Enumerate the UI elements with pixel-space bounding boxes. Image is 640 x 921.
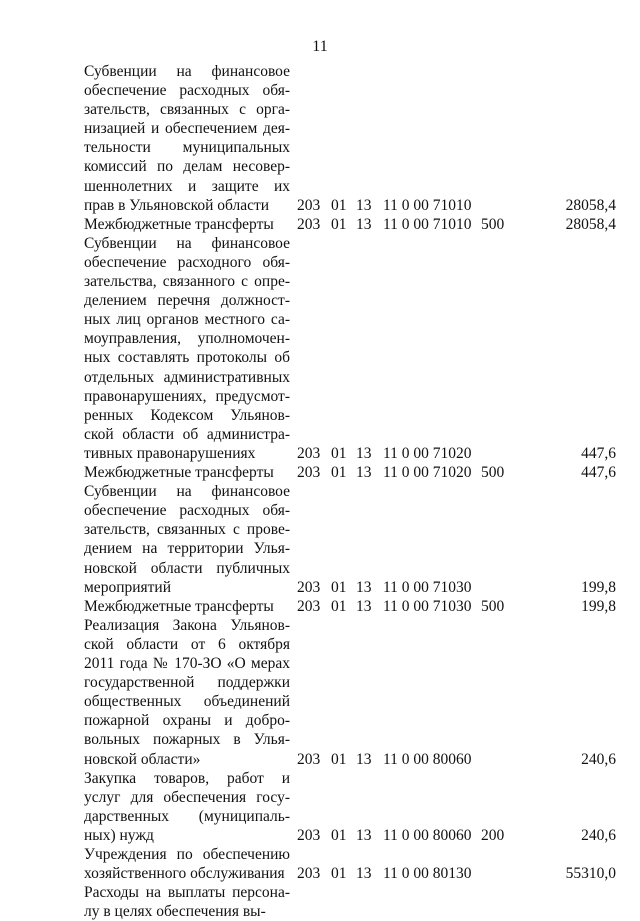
description-line: тивных правонарушениях: [84, 444, 256, 462]
subsection-code: 13: [356, 215, 372, 233]
grbs-code: 203: [297, 464, 321, 482]
description-line: общественных объединений: [84, 693, 290, 711]
expense-type-code: 500: [481, 215, 505, 233]
description-line: вольных пожарных в Улья-: [84, 731, 290, 749]
amount-value: 55310,0: [565, 865, 616, 883]
table-row: [0, 769, 640, 845]
section-code: 01: [331, 196, 347, 214]
table-row: [0, 463, 640, 482]
grbs-code: 203: [297, 444, 321, 462]
description-line: правонарушениях, предусмот-: [84, 387, 290, 405]
row-description: [84, 845, 290, 883]
description-line: отдельных административных: [84, 368, 290, 386]
expense-type-code: 500: [481, 464, 505, 482]
description-line: новской области публичных: [84, 559, 290, 577]
description-line: ных лиц органов местного са-: [84, 311, 290, 329]
amount-value: 199,8: [581, 578, 616, 596]
description-line: зательств, связанных с прове-: [84, 521, 290, 539]
amount-value: 199,8: [581, 597, 616, 615]
description-line: моуправления, уполномочен-: [84, 330, 290, 348]
description-line: новской области»: [84, 750, 201, 768]
description-line: Субвенции на финансовое: [84, 63, 290, 80]
amount-value: 28058,4: [565, 215, 616, 233]
target-article-code: 11 0 00 71020: [383, 464, 472, 482]
grbs-code: 203: [297, 578, 321, 596]
subsection-code: 13: [356, 578, 372, 596]
section-code: 01: [331, 215, 347, 233]
description-line: прав в Ульяновской области: [84, 196, 270, 214]
description-line: шеннолетних и защите их: [84, 177, 290, 195]
target-article-code: 11 0 00 80130: [383, 865, 472, 883]
section-code: 01: [331, 464, 347, 482]
table-row: [0, 845, 640, 883]
row-description: [84, 215, 290, 234]
table-row: [0, 616, 640, 769]
subsection-code: 13: [356, 750, 372, 768]
description-line: низацией и обеспечением дея-: [84, 120, 290, 138]
description-line: Субвенции на финансовое: [84, 234, 290, 252]
table-row: [0, 215, 640, 234]
row-description: [84, 616, 290, 769]
amount-value: 240,6: [581, 826, 616, 844]
description-line: пожарной охраны и добро-: [84, 712, 290, 730]
subsection-code: 13: [356, 826, 372, 844]
description-line: мероприятий: [84, 578, 172, 596]
description-line: Межбюджетные трансферты: [84, 597, 274, 615]
description-line: ных) нужд: [84, 826, 154, 844]
row-description: [84, 883, 290, 921]
table-row: [0, 883, 640, 921]
grbs-code: 203: [297, 215, 321, 233]
description-line: дарственных (муниципаль-: [84, 807, 290, 825]
description-line: делением перечня должност-: [84, 292, 290, 310]
description-line: хозяйственного обслуживания: [84, 865, 285, 883]
description-line: зательств, связанных с орга-: [84, 101, 290, 119]
amount-value: 28058,4: [565, 196, 616, 214]
grbs-code: 203: [297, 196, 321, 214]
description-line: услуг для обеспечения госу-: [84, 788, 290, 806]
subsection-code: 13: [356, 865, 372, 883]
description-line: Учреждения по обеспечению: [84, 846, 290, 864]
row-description: [84, 62, 290, 215]
description-line: обеспечение расходных обя-: [84, 82, 290, 100]
target-article-code: 11 0 00 80060: [383, 750, 472, 768]
target-article-code: 11 0 00 71010: [383, 215, 472, 233]
description-line: ренных Кодексом Ульянов-: [84, 406, 290, 424]
section-code: 01: [331, 578, 347, 596]
description-line: ской области об администра-: [84, 425, 290, 443]
description-line: Расходы на выплаты персона-: [84, 884, 290, 902]
grbs-code: 203: [297, 826, 321, 844]
page-number: 11: [312, 38, 328, 55]
subsection-code: 13: [356, 597, 372, 615]
description-line: ской области от 6 октября: [84, 635, 290, 653]
row-description: [84, 769, 290, 845]
description-line: комиссий по делам несовер-: [84, 158, 290, 176]
section-code: 01: [331, 444, 347, 462]
target-article-code: 11 0 00 71020: [383, 444, 472, 462]
description-line: Закупка товаров, работ и: [84, 769, 290, 787]
description-line: государственной поддержки: [84, 674, 290, 692]
table-row: [0, 234, 640, 463]
target-article-code: 11 0 00 71030: [383, 597, 472, 615]
description-line: Реализация Закона Ульянов-: [84, 616, 290, 634]
row-description: [84, 234, 290, 463]
target-article-code: 11 0 00 71030: [383, 578, 472, 596]
description-line: Субвенции на финансовое: [84, 483, 290, 501]
grbs-code: 203: [297, 750, 321, 768]
amount-value: 240,6: [581, 750, 616, 768]
description-line: Межбюджетные трансферты: [84, 215, 274, 233]
description-line: Межбюджетные трансферты: [84, 464, 274, 482]
target-article-code: 11 0 00 71010: [383, 196, 472, 214]
description-line: лу в целях обеспечения вы-: [84, 903, 266, 921]
description-line: 2011 года № 170-ЗО «О мерах: [84, 655, 290, 673]
section-code: 01: [331, 750, 347, 768]
description-line: зательства, связанного с опре-: [84, 273, 290, 291]
section-code: 01: [331, 865, 347, 883]
row-description: [84, 597, 290, 616]
subsection-code: 13: [356, 464, 372, 482]
table-row: [0, 482, 640, 597]
grbs-code: 203: [297, 597, 321, 615]
amount-value: 447,6: [581, 444, 616, 462]
description-line: обеспечение расходных обя-: [84, 502, 290, 520]
description-line: дением на территории Улья-: [84, 540, 290, 558]
grbs-code: 203: [297, 865, 321, 883]
description-line: обеспечение расходного обя-: [84, 253, 290, 271]
section-code: 01: [331, 597, 347, 615]
subsection-code: 13: [356, 444, 372, 462]
amount-value: 447,6: [581, 464, 616, 482]
row-description: [84, 482, 290, 597]
expense-type-code: 200: [481, 826, 505, 844]
table-row: [0, 597, 640, 616]
target-article-code: 11 0 00 80060: [383, 826, 472, 844]
row-description: [84, 463, 290, 482]
expense-type-code: 500: [481, 597, 505, 615]
table-row: [0, 62, 640, 215]
description-line: ных составлять протоколы об: [84, 349, 290, 367]
section-code: 01: [331, 826, 347, 844]
description-line: тельности муниципальных: [84, 139, 290, 157]
subsection-code: 13: [356, 196, 372, 214]
